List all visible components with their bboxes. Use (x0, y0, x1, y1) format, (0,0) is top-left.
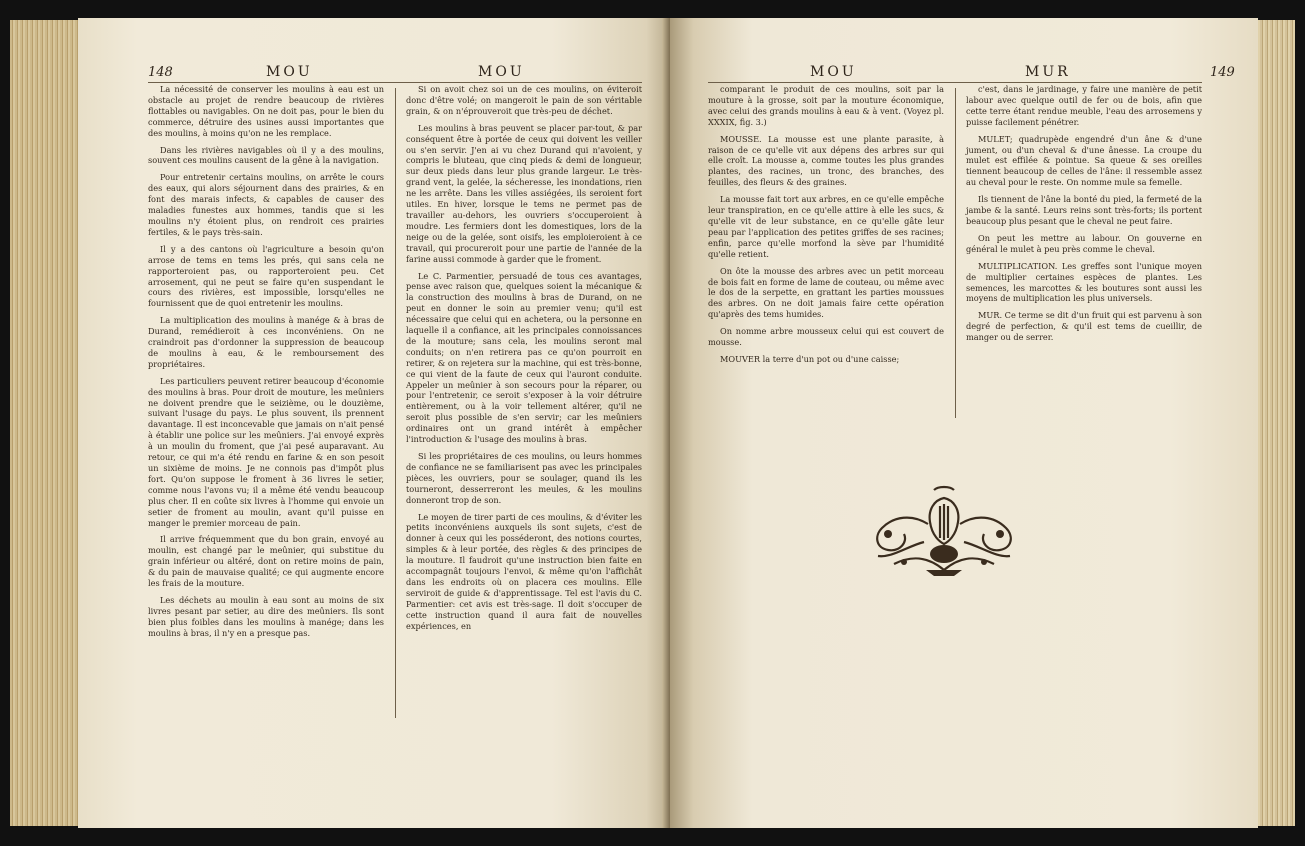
paragraph: Si on avoit chez soi un de ces moulins, on éviteroit donc d'être volé; on mangeroit le pain de son véritable grain, & on n'éprouveroit que très-peu de déchet. (406, 84, 642, 116)
right-page (670, 18, 1258, 828)
text-column (406, 84, 642, 638)
paragraph: MULTIPLICATION. Les greffes sont l'unique moyen de multiplier certaines espèces de plantes. Les semences, les marcottes & les boutures sont aussi les moyens de multiplication les plus universels. (966, 260, 1202, 304)
open-book (10, 18, 1295, 828)
text-column (708, 84, 944, 371)
page-number: 148 (148, 65, 173, 80)
paragraph: MUR. Ce terme se dit d'un fruit qui est parvenu à son degré de perfection, & qu'il est tems de cueillir, de manger ou de serrer. (966, 310, 1202, 343)
paragraph: Dans les rivières navigables où il y a des moulins, souvent ces moulins causent de la gêne à la navigation. (148, 144, 384, 166)
column-rule (955, 88, 956, 418)
paragraph: La mousse fait tort aux arbres, en ce qu'elle empêche leur transpiration, en ce qu'elle attire à elle les sucs, & qu'elle vit de leur substance, en ce qu'elle gâte leur peau par l'application des petites griffes de ses racines; enfin, parce qu'elle morfond la sève par l'humidité qu'elle retient. (708, 194, 944, 259)
paragraph: On ôte la mousse des arbres avec un petit morceau de bois fait en forme de lame de couteau, ou même avec le dos de la serpette, en grattant les parties moussues des arbres. On ne doit jamais faire cette opération qu'après des tems humides. (708, 265, 944, 320)
paragraph: Le moyen de tirer parti de ces moulins, & d'éviter les petits inconvéniens auxquels ils sont sujets, c'est de donner à ceux qui les posséderont, des notions courtes, simples & à leur portée, des règles & des principes de la mouture. Il faudroit qu'une instruction bien faite en accompagnât toujours l'envoi, & même qu'on l'affichât dans les endroits où on placera ces moulins. Elle serviroit de guide & d'apprentissage. Tel est l'avis du C. Parmentier: cet avis est très-sage. Il doit s'occuper de cette instruction quand il aura fait de nouvelles expériences, en (406, 511, 642, 631)
page-number: 149 (1210, 65, 1235, 80)
page-edges-right (1255, 20, 1295, 826)
paragraph: MULET; quadrupède engendré d'un âne & d'une jument, ou d'un cheval & d'une ânesse. La croupe du mulet est effilée & pointue. Sa queue & ses oreilles tiennent beaucoup de celles de l'âne: il ressemble assez au cheval pour le reste. On nomme mule sa femelle. (966, 133, 1202, 188)
page-edges-left (10, 20, 82, 826)
paragraph: Les moulins à bras peuvent se placer par-tout, & par conséquent être à portée de ceux qui doivent les veiller ou s'en servir. J'en ai vu chez Durand qui n'avoient, y compris le bluteau, que cinq pieds & demi de longueur, sur deux pieds dans leur plus grande largeur. Le très-grand vent, la gelée, la sécheresse, les inondations, rien ne les arrête. Dans les villes assiégées, ils seroient fort utiles. En hiver, lorsque le tems ne permet pas de travailler au-dehors, les ouvriers s'occuperoient à moudre. Les fermiers dont les domestiques, lors de la neige ou de la gelée, sont oisifs, les emploieroient à ce travail, qui procureroit pour une partie de l'année de la farine aussi commode à garder que le froment. (406, 122, 642, 264)
paragraph: Il arrive fréquemment que du bon grain, envoyé au moulin, est changé par le meûnier, qui substitue du grain inférieur ou altéré, dont on retire moins de pain, & du pain de mauvaise qualité; ce qui augmente encore les frais de la mouture. (148, 534, 384, 589)
paragraph: Les particuliers peuvent retirer beaucoup d'économie des moulins à bras. Pour droit de mouture, les meûniers ne doivent prendre que le seizième, ou le douzième, suivant l'usage du pays. Le plus souvent, ils prennent davantage. Il est inconcevable que jamais on n'ait pensé à établir une police sur les meûniers. J'ai envoyé exprès à un moulin du froment, que j'ai pesé auparavant. Au retour, ce qui m'a été rendu en farine & en son pesoit un sixième de moins. Je ne connois pas d'impôt plus fort. Qu'on suppose le froment à 36 livres le setier, comme nous l'avons vu; il a même été vendu beaucoup plus cher. Il en coûte six livres à l'homme qui envoie un setier de froment au moulin, avant qu'il puisse en manger le premier morceau de pain. (148, 375, 384, 528)
paragraph: MOUVER la terre d'un pot ou d'une caisse; (720, 353, 900, 364)
text-column (966, 84, 1202, 349)
paragraph: c'est, dans le jardinage, y faire une manière de petit labour avec quelque outil de fer ou de bois, afin que cette terre étant rendue meuble, l'eau des arrosemens y puisse facilement pénétrer. (966, 84, 1202, 127)
paragraph: On peut les mettre au labour. On gouverne en général le mulet à peu près comme le cheval. (966, 232, 1202, 254)
paragraph: Si les propriétaires de ces moulins, ou leurs hommes de confiance ne se familiarisent pas avec les principales pièces, les ouvriers, pour se soulager, quand ils les tourneront, desserreront les meules, & les moulins donneront trop de son. (406, 451, 642, 505)
paragraph: Ils tiennent de l'âne la bonté du pied, la fermeté de la jambe & la santé. Leurs reins sont très-forts; ils portent beaucoup plus pesant que le cheval ne peut faire. (966, 194, 1202, 226)
header-rule (708, 82, 1202, 83)
lyre-ornament (864, 484, 1024, 580)
left-page (78, 18, 670, 828)
paragraph: La multiplication des moulins à manége & à bras de Durand, remédieroit à ces inconvéniens. On ne craindroit pas d'ordonner la suppression de beaucoup de moulins à eau, & le remboursement des propriétaires. (148, 315, 384, 369)
paragraph: comparant le produit de ces moulins, soit par la mouture à la grosse, soit par la mouture économique, avec celui des grands moulins à eau & à vent. (Voyez pl. XXXIX, fig. 3.) (708, 84, 944, 127)
paragraph: On nomme arbre mousseux celui qui est couvert de mousse. (708, 326, 944, 348)
column-rule (395, 88, 396, 718)
paragraph: Le C. Parmentier, persuadé de tous ces avantages, pense avec raison que, quelques soient la mécanique & la construction des moulins à bras de Durand, on ne peut en donner le soin au premier venu; qu'il est nécessaire que celui qui en achetera, ou la personne en laquelle il a confiance, ait les principales connoissances de la mouture; sans cela, les moulins seront mal conduits; on n'en retirera pas ce qu'on pourroit en retirer, & on rejetera sur la machine, qui est très-bonne, ce qui vient de la faute de ceux qui l'auront conduite. Appeler un meûnier à son secours pour la réparer, ou pour l'entretenir, ce seroit s'exposer à la voir détruire entièrement, ou à la voir tellement altérer, qu'il ne seroit plus possible de s'en servir; car les meûniers ordinaires ont un grand intérêt à empêcher l'introduction & l'usage des moulins à bras. (406, 270, 642, 445)
running-header: MOU (478, 64, 525, 80)
header-rule (148, 82, 642, 83)
paragraph: Les déchets au moulin à eau sont au moins de six livres pesant par setier, au dire des meûniers. Ils sont bien plus foibles dans les moulins à manége; dans les moulins à bras, il n'y en a presque pas. (148, 594, 384, 638)
paragraph: Pour entretenir certains moulins, on arrête le cours des eaux, qui alors séjournent dans des prairies, & en font des marais infects, & capables de causer des maladies funestes aux hommes, tandis que si les moulins n'y étoient plus, on rendroit ces prairies fertiles, & le pays très-sain. (148, 172, 384, 237)
running-header: MOU (810, 64, 857, 80)
running-header: MUR (1025, 64, 1071, 80)
running-header: MOU (266, 64, 313, 80)
paragraph: La nécessité de conserver les moulins à eau est un obstacle au projet de rendre beaucoup de rivières flottables ou navigables. On ne doit pas, pour le bien du commerce, détruire des usines aussi importantes que des moulins, à moins qu'on ne les remplace. (148, 84, 384, 138)
paragraph: Il y a des cantons où l'agriculture a besoin qu'on arrose de tems en tems les prés, qui sans cela ne rapporteroient pas, ou rapporteroient peu. Cet arrosement, qui ne peut se faire qu'en suspendant le cours des rivières, est impossible, lorsqu'elles ne fournissent que de quoi entretenir les moulins. (148, 243, 384, 309)
paragraph: MOUSSE. La mousse est une plante parasite, à raison de ce qu'elle vit aux dépens des arbres sur qui elle croît. La mousse a, comme toutes les plus grandes plantes, des racines, un tronc, des branches, des feuilles, des fleurs & des graines. (708, 133, 944, 188)
text-column (148, 84, 384, 645)
